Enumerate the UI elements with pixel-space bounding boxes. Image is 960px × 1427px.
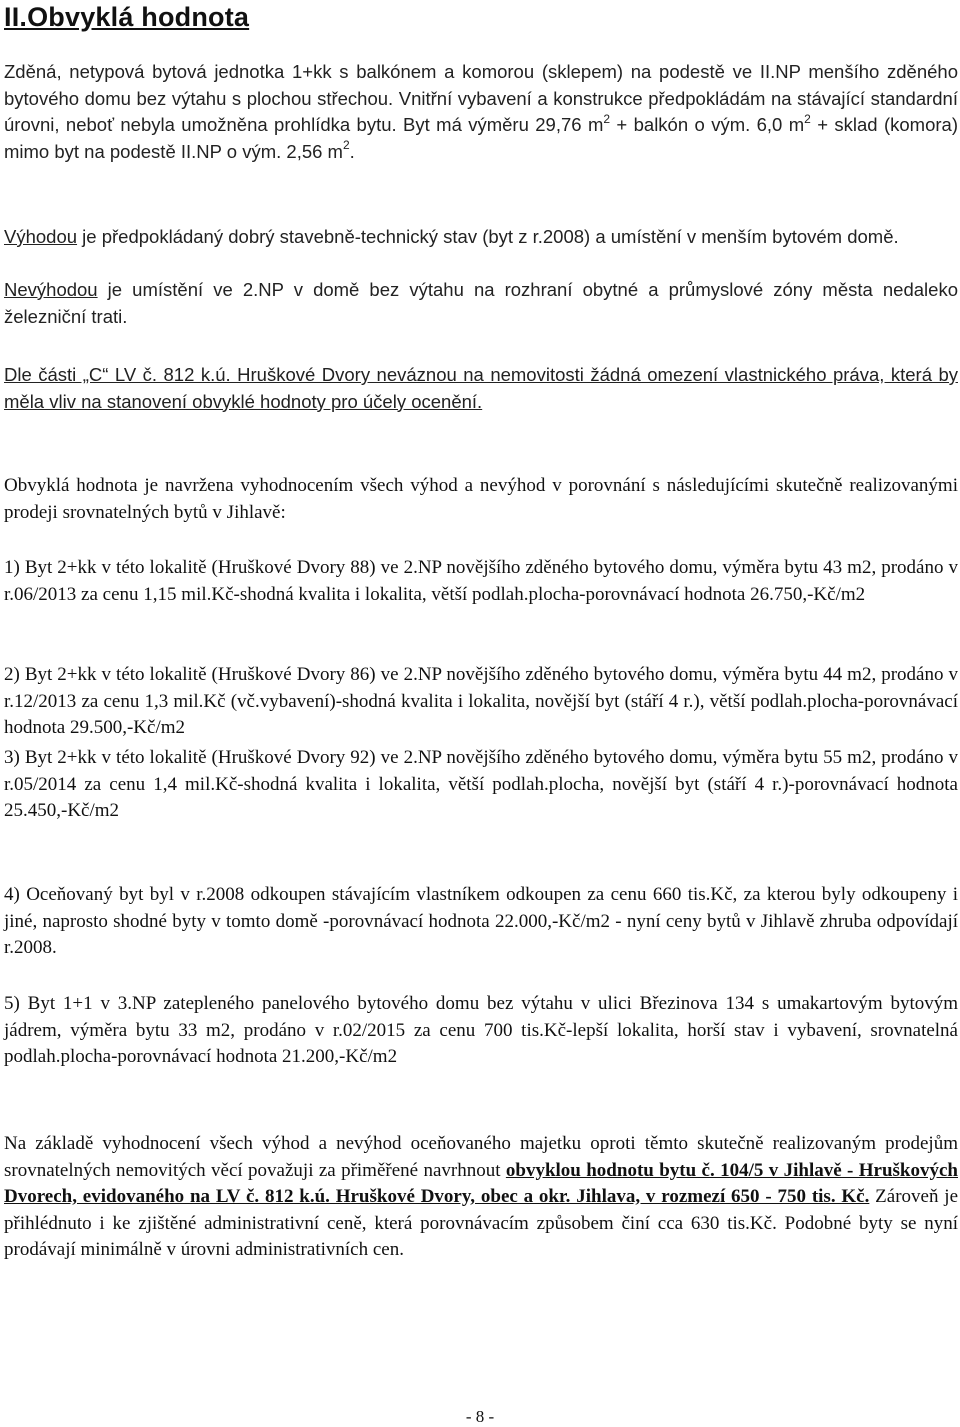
- disadvantage-paragraph: [4, 277, 958, 330]
- comparison-item-1: 1) Byt 2+kk v této lokalitě (Hruškové Dvory 88) ve 2.NP novějšího zděného bytového domu, výměra bytu 43 m2, prodáno v r.06/2013 za cenu 1,15 mil.Kč-shodná kvalita i lokalita, větší podlah.plocha-porovnávací hodnota 26.750,-Kč/m2: [4, 557, 958, 605]
- comparison-item-4: 4) Oceňovaný byt byl v r.2008 odkoupen stávajícím vlastníkem odkoupen za cenu 660 tis.Kč, za kterou byly odkoupeny i jiné, naprosto shodné byty v tomto domě -porovnávací hodnota 22.000,-Kč/m2 - nyní ceny bytů v Jihlavě zhruba odpovídají r.2008.: [4, 884, 958, 958]
- conclusion-value-range: obvyklou hodnotu bytu č. 104/5 v Jihlavě - Hruškových Dvorech, evidovaného na LV č. 812 k.ú. Hruškové Dvory, obec a okr. Jihlava, v rozmezí 650 - 750 tis. Kč.: [4, 1159, 958, 1207]
- section-heading: II.Obvyklá hodnota: [4, 2, 250, 32]
- superscript-3: 2: [342, 138, 350, 153]
- apartment-description: [4, 59, 958, 165]
- disadvantage-label: Nevýhodou: [4, 279, 98, 300]
- comparison-item-5: 5) Byt 1+1 v 3.NP zatepleného panelového bytového domu bez výtahu v ulici Březinova 134 s umakartovým bytovým jádrem, výměra bytu 33 m2, prodáno v r.02/2015 za cenu 700 tis.Kč-lepší lokalita, horší stav i vybavení, srovnatelná podlah.plocha-porovnávací hodnota 21.200,-Kč/m2: [4, 993, 958, 1067]
- comparison-item-2: 2) Byt 2+kk v této lokalitě (Hruškové Dvory 86) ve 2.NP novějšího zděného bytového domu, výměra bytu 44 m2, prodáno v r.12/2013 za cenu 1,3 mil.Kč (vč.vybavení)-shodná kvalita i lokalita, novější byt (stáří 4 r.), větší podlah.plocha-porovnávací hodnota 29.500,-Kč/m2: [4, 664, 958, 738]
- description-text-4: .: [349, 140, 355, 162]
- advantage-label: Výhodou: [4, 226, 78, 247]
- description-text-3: + sklad (komora) mimo byt na podestě II.NP o vým. 2,56 m: [4, 114, 958, 162]
- disadvantage-text: je umístění ve 2.NP v domě bez výtahu na rozhraní obytné a průmyslové zóny města nedaleko železniční trati.: [4, 279, 958, 327]
- advantage-paragraph: [4, 224, 958, 251]
- page-number: - 8 -: [465, 1407, 495, 1426]
- conclusion-rest: Zároveň je přihlédnuto i ke zjištěné administrativní ceně, která porovnávacím způsobem činí cca 630 tis.Kč. Podobné byty se nyní prodávají minimálně v úrovni administrativních cen.: [4, 1186, 958, 1260]
- comparison-intro: Obvyklá hodnota je navržena vyhodnocením všech výhod a nevýhod v porovnání s následujícími skutečně realizovanými prodeji srovnatelných bytů v Jihlavě:: [4, 475, 958, 523]
- advantage-text: je předpokládaný dobrý stavebně-technický stav (byt z r.2008) a umístění v menším bytovém domě.: [77, 226, 899, 247]
- conclusion-paragraph: [4, 1131, 958, 1264]
- superscript-2: 2: [804, 111, 811, 126]
- conclusion-intro: Na základě vyhodnocení všech výhod a nevýhod oceňovaného majetku oproti těmto skutečně realizovaným prodejům srovnatelných nemovitých věcí považuji za přiměřené navrhnout: [4, 1133, 958, 1181]
- comparison-item-3: 3) Byt 2+kk v této lokalitě (Hruškové Dvory 92) ve 2.NP novějšího zděného bytového domu, výměra bytu 55 m2, prodáno v r.05/2014 za cenu 1,4 mil.Kč-shodná kvalita i lokalita, větší podlah.plocha, novější byt (stáří 4 r.)-porovnávací hodnota 25.450,-Kč/m2: [4, 747, 958, 821]
- superscript-1: 2: [603, 111, 611, 126]
- encumbrance-paragraph: Dle části „C“ LV č. 812 k.ú. Hruškové Dvory neváznou na nemovitosti žádná omezení vlastnického práva, která by měla vliv na stanovení obvyklé hodnoty pro účely ocenění.: [4, 364, 958, 412]
- description-text-1: Zděná, netypová bytová jednotka 1+kk s balkónem a komorou (sklepem) na podestě ve II.NP menšího zděného bytového domu bez výtahu s plochou střechou. Vnitřní vybavení a konstrukce předpokládám na stávající standardní úrovni, neboť nebyla umožněna prohlídka bytu. Byt má výměru 29,76 m: [4, 61, 958, 135]
- description-text-2: + balkón o vým. 6,0 m: [610, 114, 805, 135]
